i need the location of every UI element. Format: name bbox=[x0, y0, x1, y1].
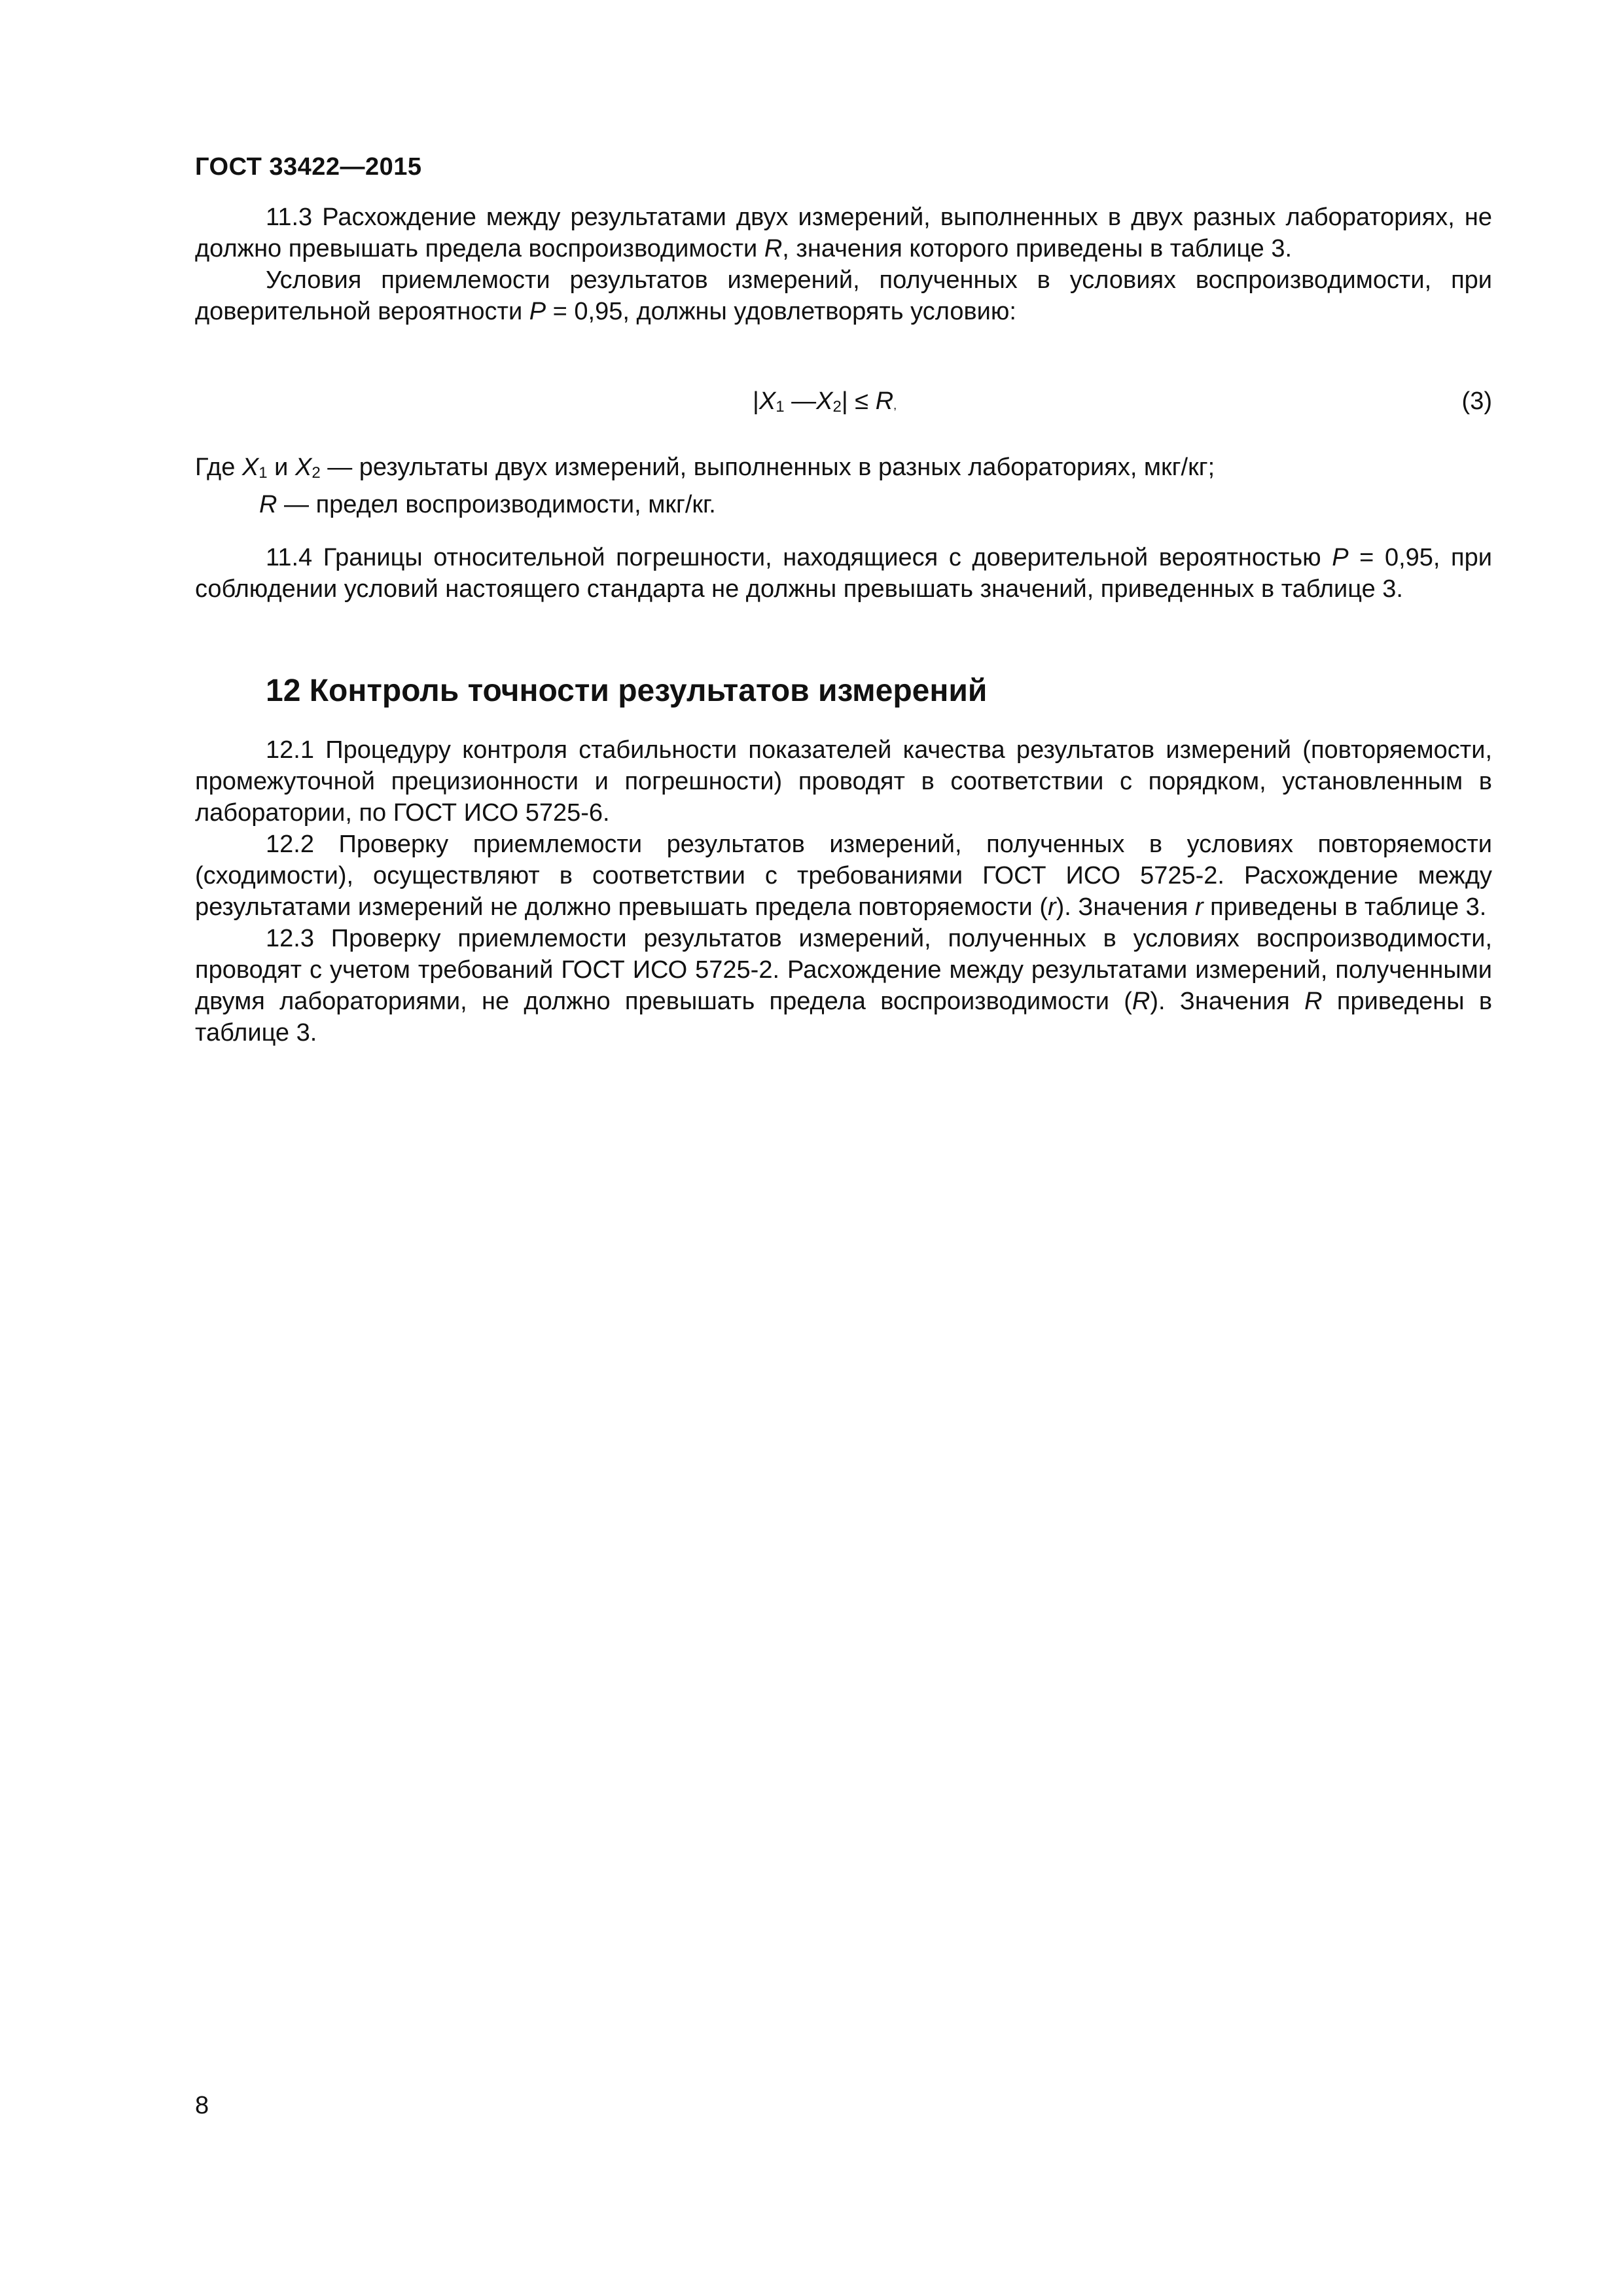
paragraph-12-1: 12.1 Процедуру контроля стабильности показателей качества результатов измерений (повторяемости, промежуточной прецизионности и погрешности) проводят в соответствии с порядком, установленным в лаборатории, по ГОСТ ИСО 5725-6. bbox=[195, 736, 1492, 827]
formula-where-block bbox=[195, 452, 1492, 520]
section-12-heading: 12 Контроль точности результатов измерений bbox=[266, 673, 988, 708]
section-12-block bbox=[195, 734, 1492, 1049]
document-header-title: ГОСТ 33422—2015 bbox=[195, 153, 422, 181]
formula-3: $|X_1$ $—X_2| \le R$, bbox=[753, 387, 897, 416]
paragraph-11-4-block bbox=[195, 542, 1492, 605]
where-line-r: R — предел воспроизводимости, мкг/кг. bbox=[259, 491, 716, 518]
paragraph-12-3: 12.3 Проверку приемлемости результатов измерений, полученных в условиях воспроизводимости, проводят с учетом требований ГОСТ ИСО 5725-2. Расхождение между результатами измерений, полученными двумя лабораториями, не должно превышать предела воспроизводимости (R). Значения R приведены в таблице 3. bbox=[195, 925, 1493, 1047]
paragraph-12-2: 12.2 Проверку приемлемости результатов измерений, полученных в условиях повторяемости (сходимости), осуществляют в соответствии с требованиями ГОСТ ИСО 5725-2. Расхождение между результатами измерений не должно превышать предела повторяемости (r). Значения r приведены в таблице 3. bbox=[195, 831, 1492, 921]
formula-3-row bbox=[195, 387, 1492, 420]
paragraph-acceptance-conditions: Условия приемлемости результатов измерений, полученных в условиях воспроизводимости, при доверительной вероятности P = 0,95, должны удовлетворять условию: bbox=[195, 266, 1492, 325]
paragraph-11-4: 11.4 Границы относительной погрешности, находящиеся с доверительной вероятностью P = 0,95, при соблюдении условий настоящего стандарта не должны превышать значений, приведенных в таблице 3. bbox=[195, 544, 1492, 603]
paragraph-11-3: 11.3 Расхождение между результатами двух измерений, выполненных в двух разных лабораториях, не должно превышать предела воспроизводимости R, значения которого приведены в таблице 3. bbox=[195, 204, 1492, 262]
where-line-x: Где $X_1$ и $X_2$ — результаты двух измерений, выполненных в разных лабораториях, мкг/кг; bbox=[195, 454, 1215, 482]
variable-R: R bbox=[764, 235, 783, 262]
section-11-top-block bbox=[195, 202, 1492, 327]
variable-P: P bbox=[529, 298, 546, 325]
formula-number: (3) bbox=[1461, 387, 1492, 415]
page-number: 8 bbox=[195, 2092, 209, 2119]
